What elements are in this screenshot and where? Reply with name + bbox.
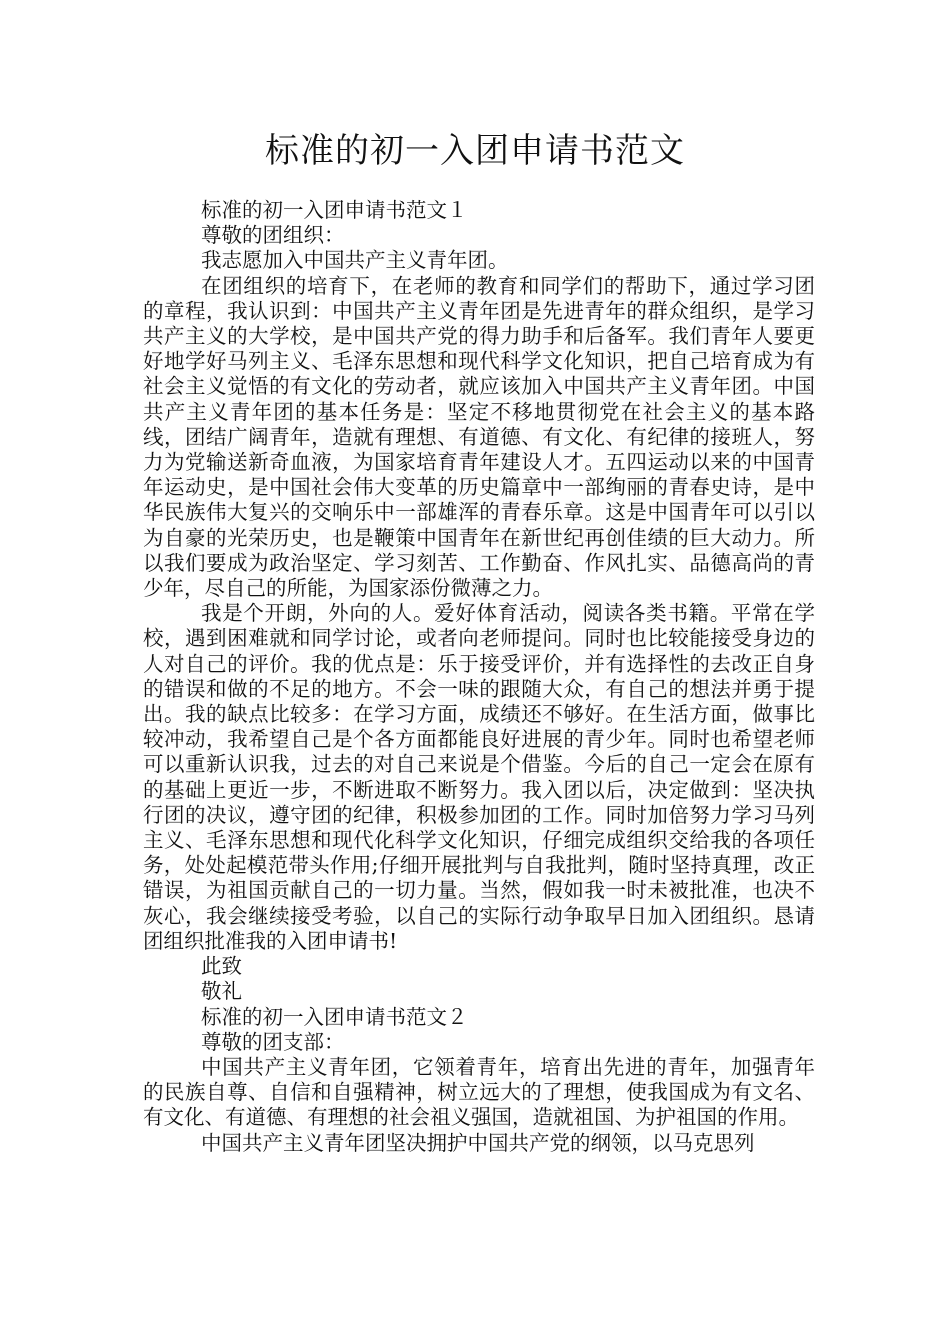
paragraph: 中国共产主义青年团坚决拥护中国共产党的纲领，以马克思列 xyxy=(201,1130,755,1155)
section-heading-2: 标准的初一入团申请书范文２ xyxy=(201,1004,468,1029)
salutation-2: 尊敬的团支部： xyxy=(201,1029,345,1054)
document-body xyxy=(143,198,815,1156)
document-title: 标准的初一入团申请书范文 xyxy=(265,131,685,171)
salutation-1: 尊敬的团组织： xyxy=(201,223,345,248)
paragraph: 我志愿加入中国共产主义青年团。 xyxy=(201,248,509,273)
closing-line: 敬礼 xyxy=(201,979,242,1004)
paragraph: 在团组织的培育下，在老师的教育和同学们的帮助下，通过学习团的章程，我认识到：中国共产主义青年团是先进青年的群众组织，是学习共产主义的大学校，是中国共产党的得力助手和后备军。我们青年人要更好地学好马列主义、毛泽东思想和现代科学文化知识，把自己培育成为有社会主义觉悟的有文化的劳动者，就应该加入中国共产主义青年团。中国共产主义青年团的基本任务是：坚定不移地贯彻党在社会主义的基本路线，团结广阔青年，造就有理想、有道德、有文化、有纪律的接班人，努力为党输送新奇血液，为国家培育青年建设人才。五四运动以来的中国青年运动史，是中国社会伟大变革的历史篇章中一部绚丽的青春史诗，是中华民族伟大复兴的交响乐中一部雄浑的青春乐章。这是中国青年可以引以为自豪的光荣历史，也是鞭策中国青年在新世纪再创佳绩的巨大动力。所以我们要成为政治坚定、学习刻苦、工作勤奋、作风扎实、品德高尚的青少年，尽自己的所能，为国家添份微薄之力。 xyxy=(143,273,815,601)
closing-line: 此致 xyxy=(201,954,242,979)
section-heading-1: 标准的初一入团申请书范文１ xyxy=(201,198,468,222)
paragraph: 中国共产主义青年团，它领着青年，培育出先进的青年，加强青年的民族自尊、自信和自强精神，树立远大的了理想，使我国成为有文名、有文化、有道德、有理想的社会祖义强国，造就祖国、为护祖国的作用。 xyxy=(143,1054,815,1130)
paragraph: 我是个开朗，外向的人。爱好体育活动，阅读各类书籍。平常在学校，遇到困难就和同学讨论，或者向老师提问。同时也比较能接受身边的人对自己的评价。我的优点是：乐于接受评价，并有选择性的去改正自身的错误和做的不足的地方。不会一味的跟随大众，有自己的想法并勇于提出。我的缺点比较多：在学习方面，成绩还不够好。在生活方面，做事比较冲动，我希望自己是个各方面都能良好进展的青少年。同时也希望老师可以重新认识我，过去的对自己来说是个借鉴。今后的自己一定会在原有的基础上更近一步，不断进取不断努力。我入团以后，决定做到：坚决执行团的决议，遵守团的纪律，积极参加团的工作。同时加倍努力学习马列主义、毛泽东思想和现代化科学文化知识，仔细完成组织交给我的各项任务，处处起模范带头作用;仔细开展批判与自我批判，随时坚持真理，改正错误，为祖国贡献自己的一切力量。当然，假如我一时未被批准，也决不灰心，我会继续接受考验，以自己的实际行动争取早日加入团组织。恳请团组织批准我的入团申请书! xyxy=(143,601,815,953)
